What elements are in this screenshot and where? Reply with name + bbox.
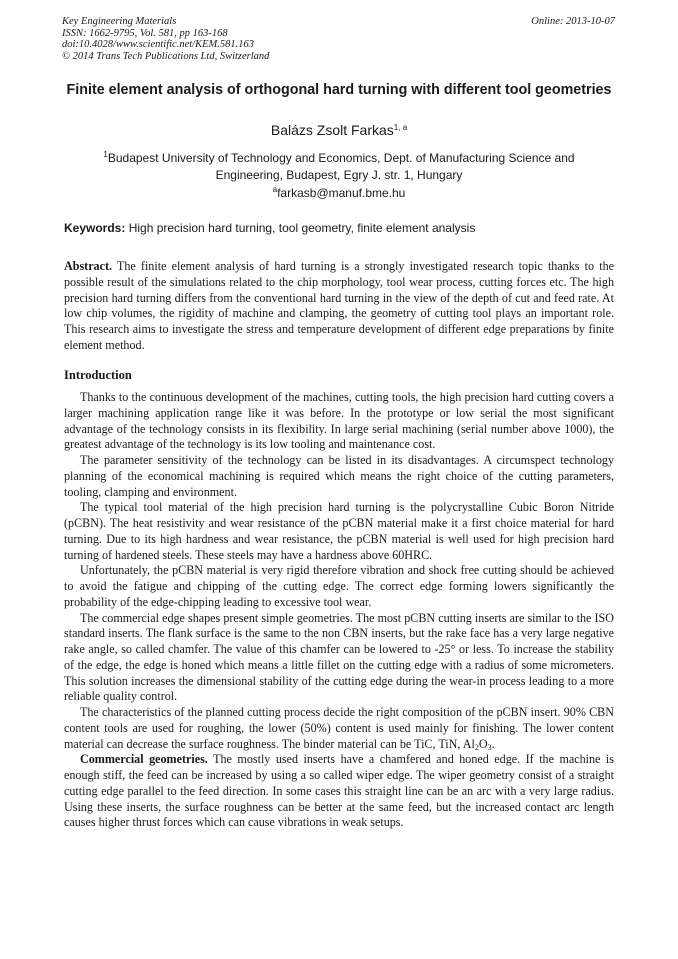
paragraph <box>64 705 614 752</box>
email-address[interactable]: farkasb@manuf.bme.hu <box>277 186 406 200</box>
journal-header <box>62 16 269 62</box>
abstract-label: Abstract. <box>64 259 113 273</box>
paragraph: Unfortunately, the pCBN material is very rigid therefore vibration and shock free cutting should be achieved to avoid the fatigue and chipping of the cutting edge. The correct edge forming lowers significantly the probability of the edge-chipping leading to excessive tool wear. <box>64 563 614 609</box>
paragraph: The commercial edge shapes present simple geometries. The most pCBN cutting inserts are similar to the ISO standard inserts. The flank surface is the same to the non CBN inserts, but the rake face has a very large negative rake angle, so called chamfer. The value of this chamfer can be lowered to -25° or less. To increase the stability of the edge, the edge is honed which means a little fillet on the cutting edge with a radius of some micrometers. This solution increases the dimensional stability of the cutting edge during the wear-in process leading to a more reliable quality control. <box>64 610 614 704</box>
formula-part: O <box>478 736 488 751</box>
paragraph: The parameter sensitivity of the technology can be listed in its disadvantages. A circumspect technology planning of the economical machining is required which means the right choice of the cutting parameters, tooling, clamping and environment. <box>64 453 614 499</box>
affiliation-mark: 1 <box>103 150 108 159</box>
paragraph-end: . <box>491 736 495 751</box>
journal-copyright: © 2014 Trans Tech Publications Ltd, Switzerland <box>62 50 270 62</box>
author-line <box>64 122 614 138</box>
introduction-body <box>64 390 614 831</box>
keywords <box>64 221 614 235</box>
online-date: Online: 2013-10-07 <box>531 16 615 27</box>
affiliation <box>84 150 594 183</box>
author-email <box>64 186 614 200</box>
paragraph-text: The mostly used inserts have a chamfered and honed edge. If the machine is enough stiff, the feed can be increased by using a so called wiper edge. The wiper geometry consist of a straight cutting edge parallel to the feed direction. In some cases this straight line can be an arc with a very large radius. Using these inserts, the surface roughness can be better at the same feed, but the increased contact arc length causes higher thrust forces which can cause vibrations in weak setups. <box>64 752 614 830</box>
abstract <box>64 259 614 354</box>
affiliation-text: Budapest University of Technology and Economics, Dept. of Manufacturing Science and Engineering, Budapest, Egry J. str. 1, Hungary <box>107 151 575 182</box>
journal-name: Key Engineering Materials <box>62 16 177 27</box>
paper-title: Finite element analysis of orthogonal hard turning with different tool geometries <box>66 82 612 98</box>
subscript: 2 <box>474 742 479 752</box>
subscript: 3 <box>487 742 492 752</box>
author-name: Balázs Zsolt Farkas <box>270 122 394 138</box>
paragraph: The typical tool material of the high precision hard turning is the polycrystalline Cubic Boron Nitride (pCBN). The heat resistivity and wear resistance of the pCBN material make it a first choice material for hard turning. Due to its high hardness and wear resistance, the pCBN material is well used for high precision hard turning of hardened steels. These steels may have a hardness above 60HRC. <box>64 500 614 562</box>
keywords-label: Keywords: <box>64 221 126 235</box>
paragraph-text: The characteristics of the planned cutting process decide the right composition of the pCBN insert. 90% CBN content tools are used for roughing, the lower (50%) content is used mainly for finishing. The lower content material can decrease the surface roughness. The binder material can be TiC, TiN, Al <box>64 705 614 751</box>
subsection-label: Commercial geometries. <box>80 752 208 767</box>
paragraph <box>64 752 614 831</box>
abstract-text: The finite element analysis of hard turning is a strongly investigated research topic thanks to the possible result of the simulations related to the chip morphology, tool wear process, cutting forces etc. The high precision hard turning differs from the conventional hard turning in the view of the depth of cut and feed rate. At low chip volumes, the rigidity of machine and clamping, the geometry of cutting tool plays an important role. This research aims to investigate the stress and temperature development of different edge preparations by finite element method. <box>64 259 614 352</box>
paragraph: Thanks to the continuous development of the machines, cutting tools, the high precision hard cutting covers a larger machining application range like it was before. In the prototype or low serial the most significant advantage of the technology consists in its flexibility. In large serial machining (serial number above 1000), the greatest advantage of the technology is its low tooling and maintenance cost. <box>64 390 614 452</box>
author-marks: 1, a <box>393 123 408 132</box>
abstract-paragraph <box>64 259 614 354</box>
keywords-text: High precision hard turning, tool geometry, finite element analysis <box>125 221 476 235</box>
email-mark: a <box>272 185 278 194</box>
section-heading-introduction: Introduction <box>64 368 132 382</box>
journal-doi: doi:10.4028/www.scientific.net/KEM.581.163 <box>62 39 254 51</box>
journal-issn: ISSN: 1662-9795, Vol. 581, pp 163-168 <box>62 27 228 39</box>
